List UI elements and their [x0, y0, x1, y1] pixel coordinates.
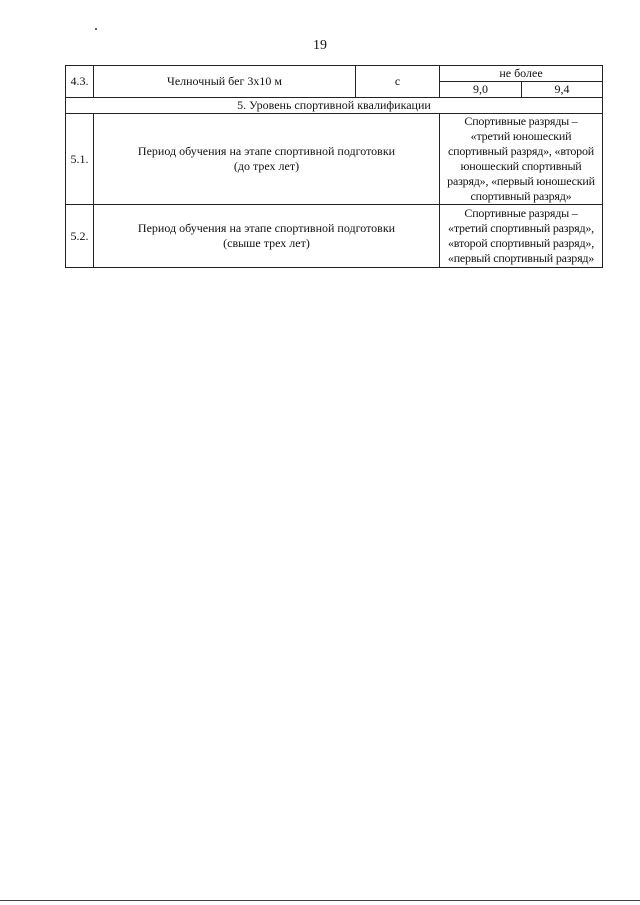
- requirement-line: «третий юношеский: [470, 129, 572, 143]
- requirement-line: спортивный разряд»: [470, 189, 572, 203]
- period-name: [94, 114, 440, 205]
- standards-table: [65, 65, 603, 268]
- requirement-line: «третий спортивный разряд»,: [448, 221, 594, 235]
- exercise-name: Челночный бег 3х10 м: [94, 66, 356, 98]
- qualification-requirement: [440, 114, 603, 205]
- section-title: 5. Уровень спортивной квалификации: [66, 98, 603, 114]
- section-header-row: [66, 98, 603, 114]
- table-row-5-2: [66, 205, 603, 268]
- scan-speck: [95, 28, 97, 30]
- row-number: 5.1.: [66, 114, 94, 205]
- requirement-line: разряд», «первый юношеский: [447, 174, 595, 188]
- norm-header: не более: [440, 66, 603, 82]
- period-name-line: Период обучения на этапе спортивной подготовки: [137, 144, 396, 158]
- norm-value-1: 9,0: [440, 82, 522, 98]
- table-row-5-1: [66, 114, 603, 205]
- requirement-line: Спортивные разряды –: [464, 114, 578, 128]
- period-name-line: (до трех лет): [233, 159, 300, 173]
- period-name-line: Период обучения на этапе спортивной подготовки: [137, 221, 396, 235]
- requirement-line: «первый спортивный разряд»: [447, 251, 595, 265]
- qualification-requirement: [440, 205, 603, 268]
- row-number: 4.3.: [66, 66, 94, 98]
- requirement-line: спортивный разряд», «второй: [448, 144, 594, 158]
- requirement-line: Спортивные разряды –: [464, 206, 578, 220]
- period-name: [94, 205, 440, 268]
- norm-value-2: 9,4: [522, 82, 603, 98]
- requirement-line: юношеский спортивный: [460, 159, 582, 173]
- requirement-line: «второй спортивный разряд»,: [448, 236, 594, 250]
- row-number: 5.2.: [66, 205, 94, 268]
- page-bottom-edge: [0, 900, 640, 901]
- page-number: 19: [313, 38, 327, 53]
- period-name-line: (свыше трех лет): [223, 236, 310, 250]
- table-row-4-3: [66, 66, 603, 82]
- unit-cell: с: [356, 66, 440, 98]
